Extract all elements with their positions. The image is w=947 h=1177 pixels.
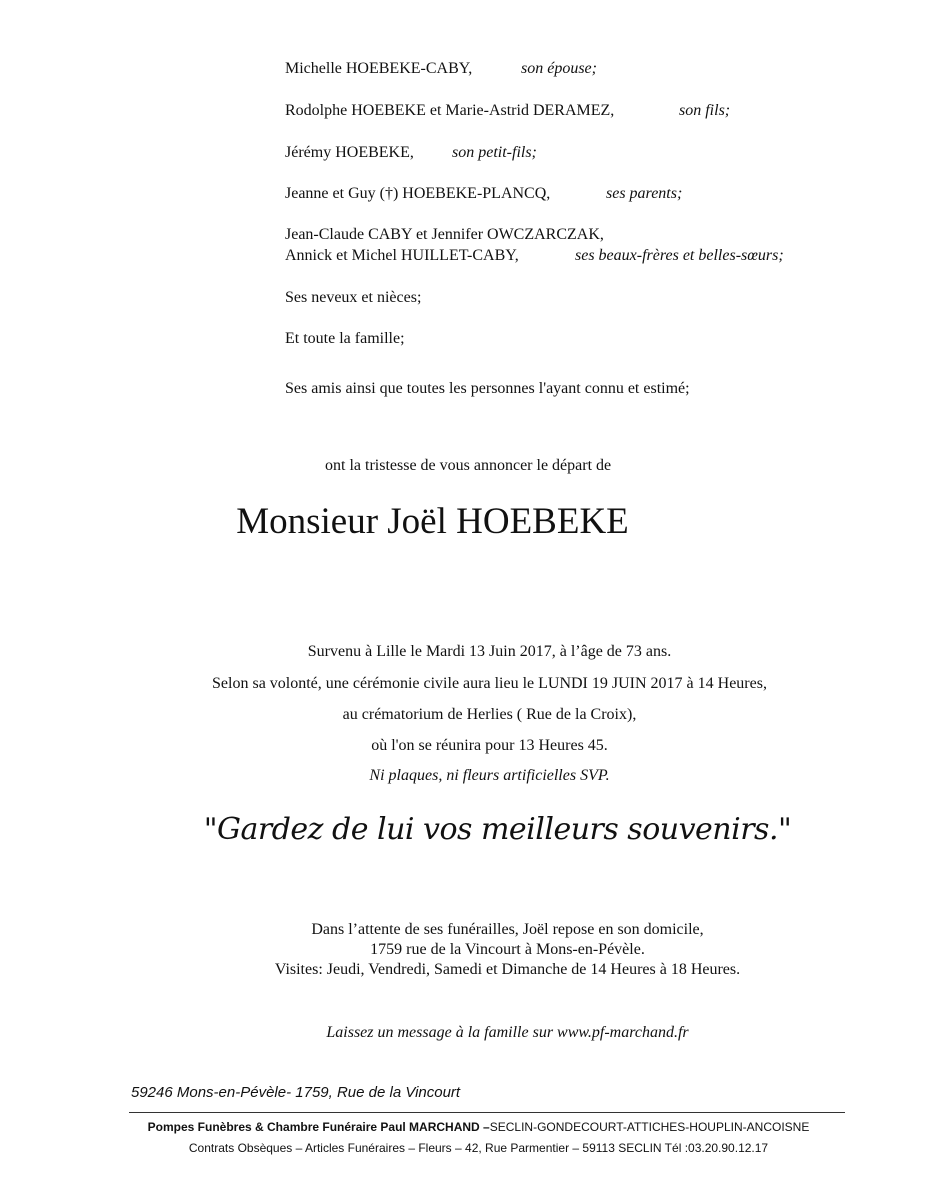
no-flowers-note: Ni plaques, ni fleurs artificielles SVP.	[369, 767, 610, 784]
family-names: Jean-Claude CABY et Jennifer OWCZARCZAK,	[285, 226, 604, 243]
footer-contact: Contrats Obsèques – Articles Funéraires – Fleurs – 42, Rue Parmentier – 59113 SECLIN Tél :03.20.90.12.17	[188, 1141, 769, 1155]
family-relation: ses parents;	[606, 185, 683, 202]
family-line-9: Ses amis ainsi que toutes les personnes l'ayant connu et estimé;	[285, 380, 690, 397]
family-line-3	[285, 144, 414, 162]
detail-line: Survenu à Lille le Mardi 13 Juin 2017, à l’âge de 73 ans.	[307, 643, 672, 660]
visitation-line: 1759 rue de la Vincourt à Mons-en-Pévèle.	[370, 941, 645, 958]
deceased-name: Monsieur Joël HOEBEKE	[236, 501, 629, 542]
family-line-4	[285, 185, 550, 203]
family-relation: ses beaux-frères et belles-sœurs;	[575, 247, 784, 264]
family-relation: son petit-fils;	[452, 144, 537, 161]
family-names: Jérémy HOEBEKE,	[285, 144, 414, 161]
visitation-line: Dans l’attente de ses funérailles, Joël repose en son domicile,	[311, 921, 704, 938]
family-names: Annick et Michel HUILLET-CABY,	[285, 247, 519, 264]
family-line-8: Et toute la famille;	[285, 330, 405, 347]
footer-address: 59246 Mons-en-Pévèle- 1759, Rue de la Vincourt	[131, 1084, 461, 1101]
family-names: Michelle HOEBEKE-CABY,	[285, 60, 473, 77]
message-line: Laissez un message à la famille sur www.pf-marchand.fr	[326, 1024, 689, 1041]
family-line-1	[285, 60, 472, 78]
company-towns: SECLIN-GONDECOURT-ATTICHES-HOUPLIN-ANCOISNE	[489, 1120, 810, 1134]
footer-company	[5, 1120, 947, 1134]
family-line-6	[285, 247, 519, 265]
family-relation: son épouse;	[521, 60, 597, 77]
visitation-line: Visites: Jeudi, Vendredi, Samedi et Dimanche de 14 Heures à 18 Heures.	[274, 961, 741, 978]
footer-divider	[129, 1112, 845, 1113]
family-line-5	[285, 226, 604, 244]
detail-line: au crématorium de Herlies ( Rue de la Croix),	[342, 706, 637, 723]
detail-line: où l'on se réunira pour 13 Heures 45.	[371, 737, 608, 754]
family-names: Rodolphe HOEBEKE et Marie-Astrid DERAMEZ,	[285, 102, 615, 119]
family-line-7: Ses neveux et nièces;	[285, 289, 422, 306]
announcement-text: ont la tristesse de vous annoncer le départ de	[325, 457, 612, 474]
detail-line: Selon sa volonté, une cérémonie civile aura lieu le LUNDI 19 JUIN 2017 à 14 Heures,	[212, 675, 767, 692]
family-relation: son fils;	[679, 102, 731, 119]
family-names: Jeanne et Guy (†) HOEBEKE-PLANCQ,	[285, 185, 551, 202]
quote: "Gardez de lui vos meilleurs souvenirs."	[203, 812, 792, 847]
family-line-2	[285, 102, 614, 120]
company-name: Pompes Funèbres & Chambre Funéraire Paul MARCHAND –	[147, 1120, 490, 1134]
